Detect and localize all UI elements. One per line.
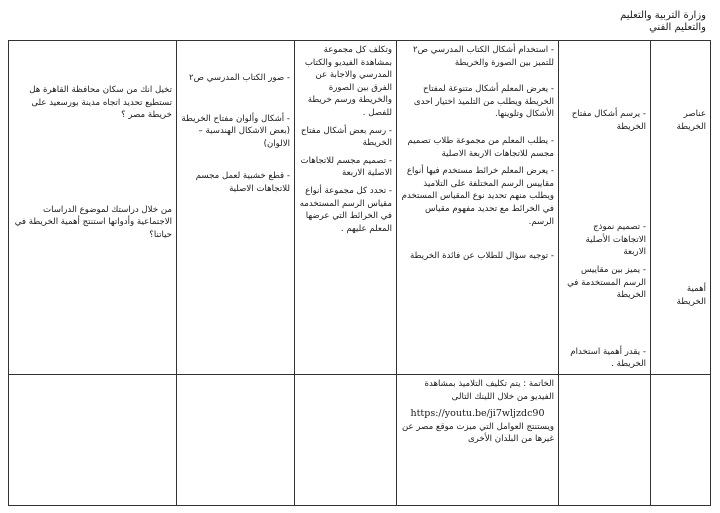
student-activity: - رسم بعض أشكال مفتاح الخريطة [300, 125, 392, 149]
teacher-step: - استخدام أشكال الكتاب المدرسي ص٢ للتميز بين الصورة والخريطة [413, 45, 554, 68]
teacher-step: - يطلب المعلم من مجموعة طلاب تصميم مجسم للاتجاهات الاربعة الاصلية [407, 135, 554, 159]
student-activities-cell [295, 41, 397, 375]
assessment-question: من خلال دراستك لموضوع الدراسات الاجتماعية وأدواتها استنتج أهمية الخريطة في حياتنا؟ [14, 204, 172, 240]
empty-cell [177, 374, 295, 505]
objective-item: - يرسم أشكال مفتاح الخريطة [571, 109, 646, 132]
table-row [9, 374, 711, 505]
teacher-step: - يعرض المعلم خرائط مستخدم فيها أنواع مقاييس الرسم المختلفة على التلاميذ ويطلب منهم تحديد نوع المقياس المستخدم في الخرائط مع تحديد مفهوم مقياس الرسم. [401, 166, 554, 227]
assessment-cell [9, 41, 177, 375]
empty-cell [295, 374, 397, 505]
topic-cell [651, 41, 711, 375]
student-activity: - تحدد كل مجموعة أنواع مقياس الرسم المستخدمه في الخرائط التي عرضها المعلم عليهم . [299, 185, 392, 234]
ministry-line-2: والتعليم الفني [649, 22, 706, 33]
student-activity: وتكلف كل مجموعة بمشاهدة الفيديو والكتاب المدرسي والاجابة عن الفرق بين الصورة والخريطة ورسم خريطة للفصل . [304, 45, 392, 118]
resources-cell [177, 41, 295, 375]
closing-cell [397, 374, 559, 505]
resource-item: - صور الكتاب المدرسي ص٢ [189, 73, 290, 83]
objective-item: - تصميم نموذج الاتجاهات الأصلية الاربعة [585, 222, 646, 258]
teacher-steps-cell [397, 41, 559, 375]
student-activity: - تصميم مجسم للاتجاهات الاصلية الاربعة [300, 155, 392, 179]
resource-item: - أشكال وألوان مفتاح الخريطة (بعض الاشكال الهندسية – الالوان) [181, 113, 290, 149]
ministry-header [446, 10, 706, 34]
assessment-question: تخيل انك من سكان محافظة القاهرة هل تستطيع تحديد اتجاه مدينة بورسعيد على خريطة مصر ؟ [29, 85, 172, 121]
teacher-step: - توجيه سؤال للطلاب عن فائدة الخريطة [410, 251, 554, 262]
topic-importance: أهمية الخريطة [676, 284, 706, 307]
topic-elements: عناصر الخريطة [676, 109, 706, 132]
closing-instruction: الخاتمة : يتم تكليف التلاميذ بمشاهدة الفيديو من خلال اللينك التالى [424, 378, 554, 402]
video-link[interactable]: https://youtu.be/ji7wljzdc90 [410, 408, 545, 420]
resource-item: - قطع خشبية لعمل مجسم للاتجاهات الاصلية [195, 171, 290, 194]
empty-cell [9, 374, 177, 505]
lesson-plan-table [8, 40, 711, 506]
empty-cell [559, 374, 651, 505]
objective-item: - يميز بين مقاييس الرسم المستخدمة في الخريطة [567, 264, 646, 301]
objectives-cell [559, 41, 651, 375]
ministry-line-1: وزارة التربية والتعليم [620, 10, 706, 21]
teacher-step: - يعرض المعلم أشكال متنوعة لمفتاح الخريطة ويطلب من التلميذ اختيار احدى الأشكال وتلوينها. [413, 84, 554, 120]
empty-cell [651, 374, 711, 505]
table-row [9, 41, 711, 375]
closing-conclusion: ويستنتج العوامل التي ميزت موقع مصر عن غيرها من البلدان الأخرى [402, 421, 554, 445]
objective-item: - يقدر أهمية استخدام الخريطة . [570, 346, 646, 370]
